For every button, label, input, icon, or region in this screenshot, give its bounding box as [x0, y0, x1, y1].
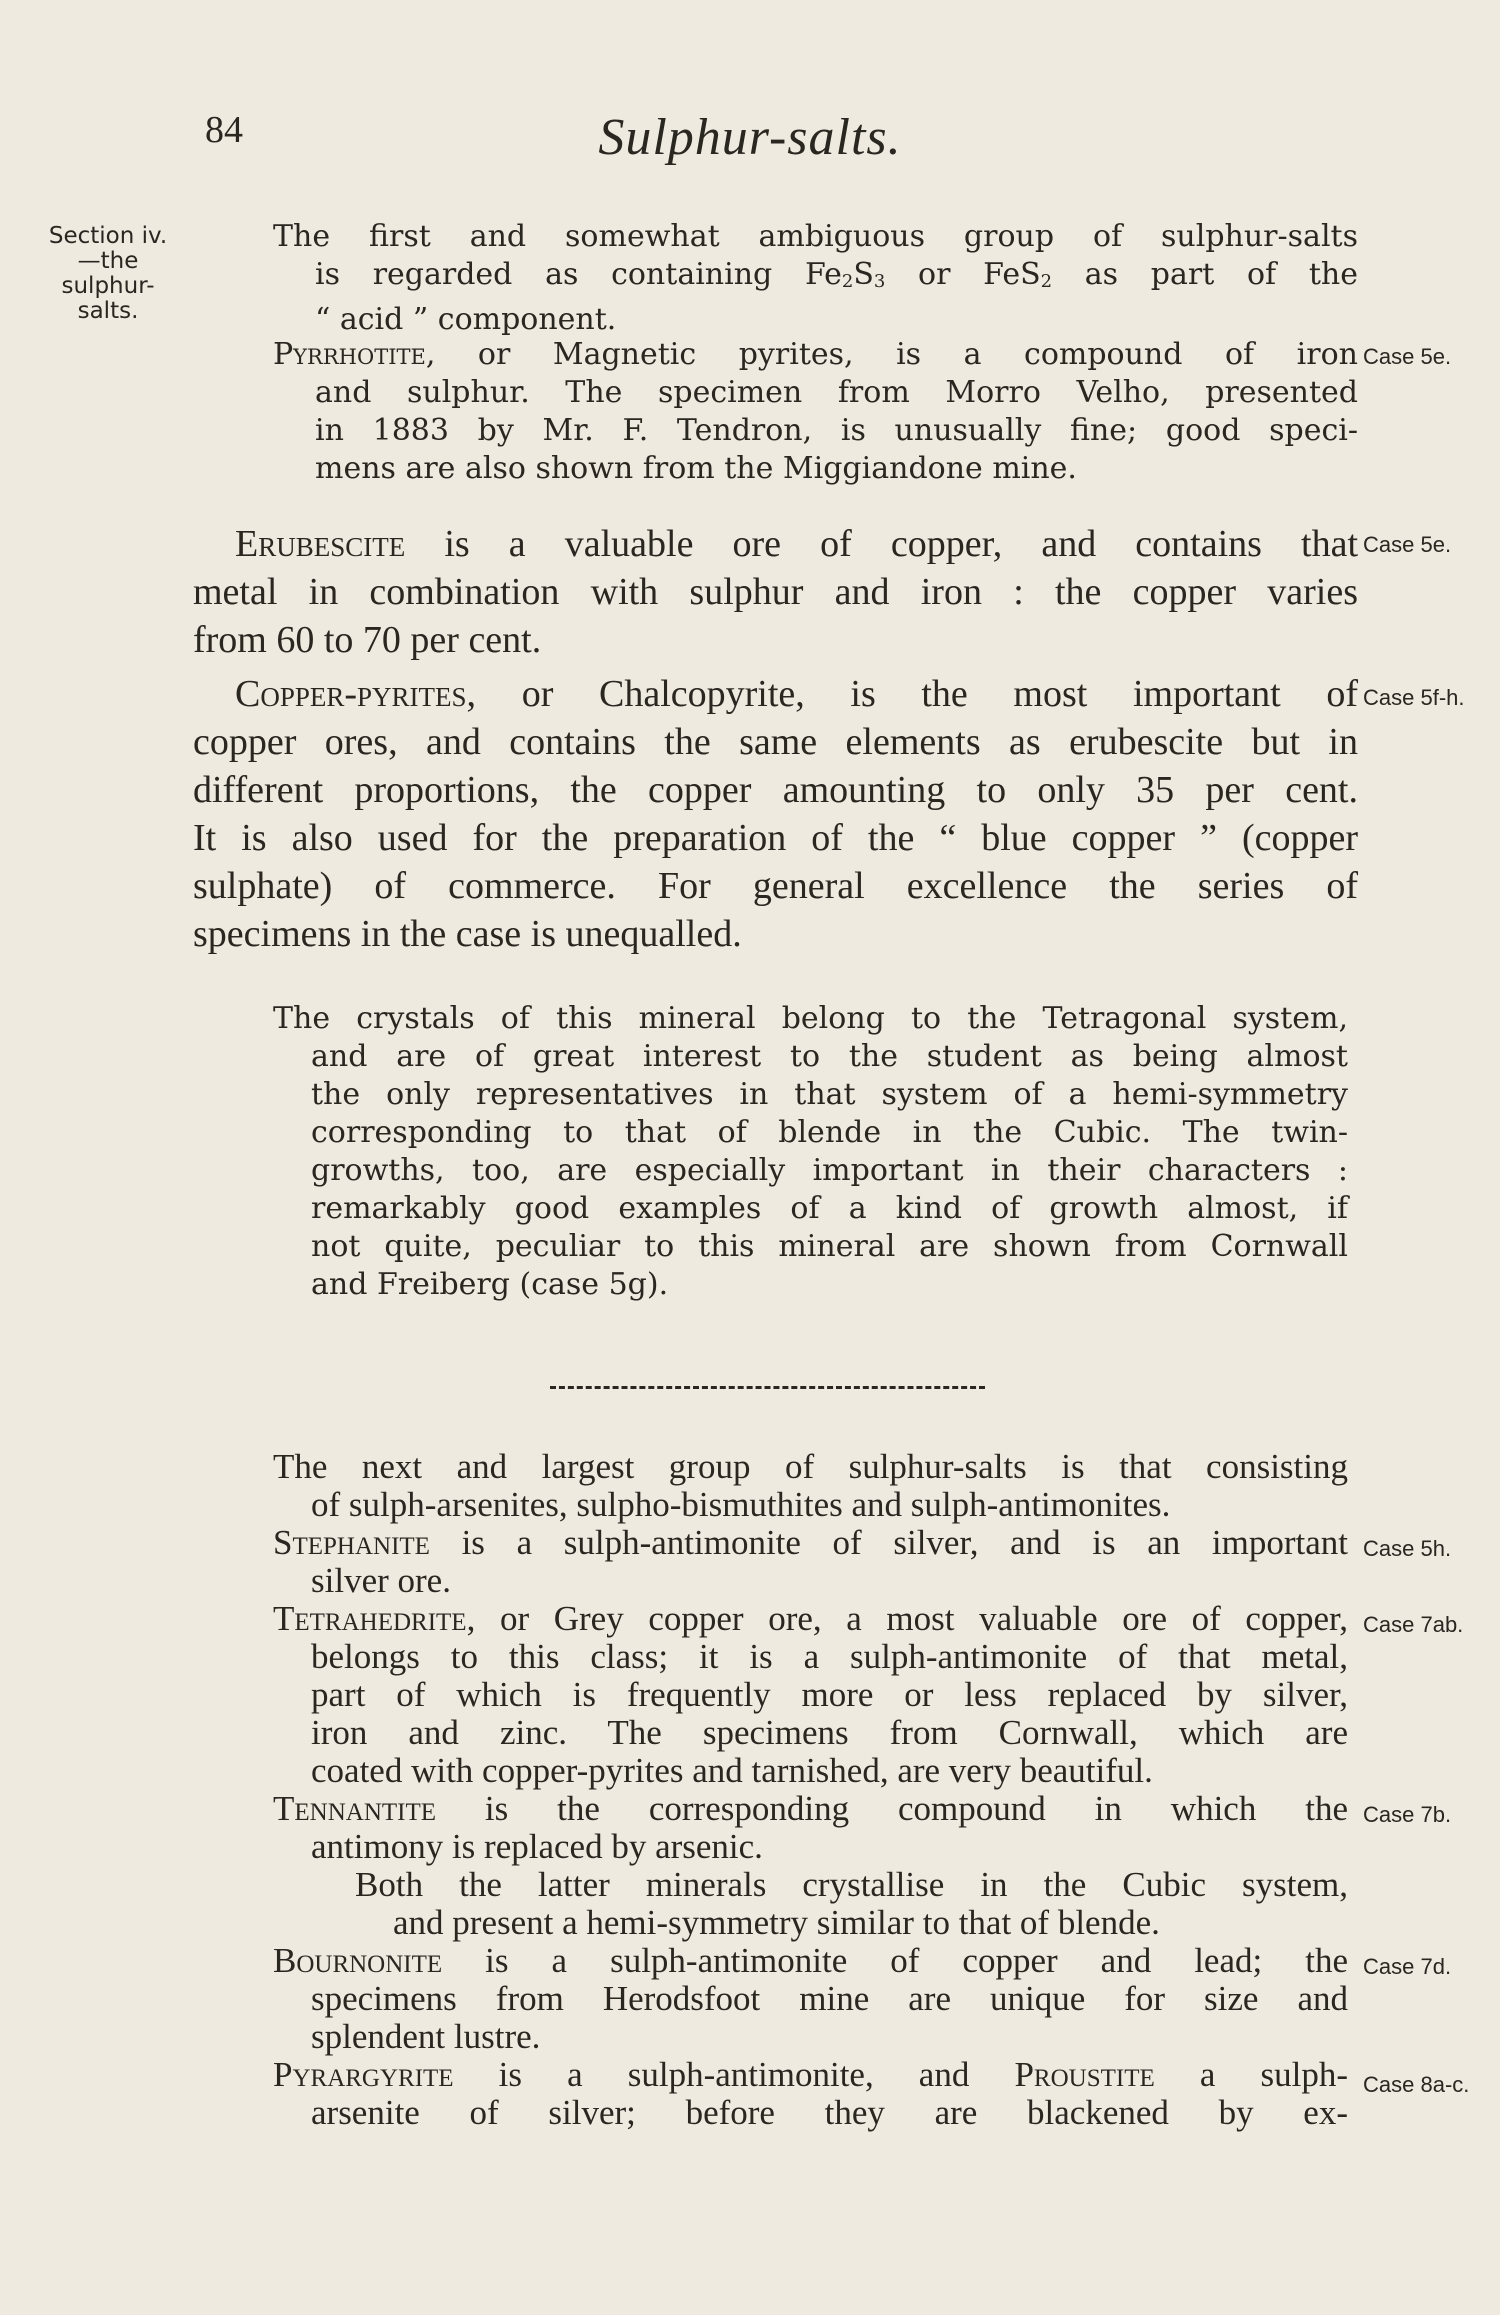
text-line: of sulph-arsenites, sulpho-bismuthites and sulph-antimonites. [311, 1485, 1171, 1524]
text-line [273, 256, 1358, 301]
text-line [273, 336, 1358, 374]
text-line [273, 1942, 1348, 1980]
text-line: iron and zinc. The specimens from Cornwall, which are [311, 1713, 1348, 1752]
text-line [193, 520, 1358, 568]
text-line: and sulphur. The specimen from Morro Velho, presented [315, 375, 1358, 410]
text-line: copper ores, and contains the same elements as erubescite but in [193, 721, 1358, 763]
paragraph-sulphur-group [273, 218, 1358, 339]
mineral-name: Bournonite [273, 1941, 443, 1980]
text-line: in 1883 by Mr. F. Tendron, is unusually fine; good speci- [315, 413, 1358, 448]
mineral-name: Pyrrhotite, [273, 337, 436, 372]
text-fragment: S [853, 257, 874, 292]
text-fragment: is a sulph-antimonite of copper and lead; the [442, 1941, 1348, 1980]
text-line: belongs to this class; it is a sulph-antimonite of that metal, [311, 1637, 1348, 1676]
section-sidenote [28, 224, 188, 324]
case-label: Case 7d. [1363, 1954, 1452, 1979]
mineral-name: Stephanite [273, 1523, 430, 1562]
text-fragment: as part of the [1052, 257, 1358, 292]
paragraph-largest-group [273, 1448, 1348, 1524]
paragraph-pyrrhotite [273, 336, 1358, 488]
paragraph-erubescite [193, 520, 1358, 664]
subscript: 3 [873, 271, 886, 292]
page-number: 84 [205, 109, 243, 151]
text-line [273, 1790, 1348, 1828]
text-fragment: is a valuable ore of copper, and contains that [405, 523, 1358, 565]
text-line: silver ore. [311, 1561, 451, 1600]
mineral-name: Pyrargyrite [273, 2055, 454, 2094]
text-fragment: is the corresponding compound in which the [436, 1789, 1348, 1828]
text-line: part of which is frequently more or less replaced by silver, [311, 1675, 1348, 1714]
text-line: the only representatives in that system of a hemi-symmetry [311, 1077, 1348, 1112]
text-line: splendent lustre. [311, 2017, 541, 2056]
mineral-name: Erubescite [235, 523, 406, 565]
text-line: not quite, peculiar to this mineral are shown from Cornwall [311, 1229, 1348, 1264]
paragraph-tetrahedrite [273, 1600, 1348, 1790]
paragraph-stephanite [273, 1524, 1348, 1600]
case-label: Case 7b. [1363, 1802, 1452, 1827]
section-divider [550, 1386, 985, 1389]
text-line: coated with copper-pyrites and tarnished, are very beautiful. [311, 1751, 1153, 1790]
mineral-name: Tetrahedrite, [273, 1599, 476, 1638]
mineral-name: Tennantite [273, 1789, 437, 1828]
case-label: Case 5e. [1363, 532, 1452, 557]
sidenote-line: salts. [77, 298, 139, 324]
paragraph-cubic [273, 1866, 1348, 1942]
text-line: sulphate) of commerce. For general excellence the series of [193, 865, 1358, 907]
case-label: Case 5h. [1363, 1536, 1452, 1561]
sidenote-line: —the [77, 248, 139, 274]
text-line: It is also used for the preparation of the “ blue copper ” (copper [193, 817, 1358, 859]
text-line: and present a hemi-symmetry similar to that of blende. [393, 1903, 1160, 1942]
case-label: Case 7ab. [1363, 1612, 1464, 1637]
text-fragment: or Grey copper ore, a most valuable ore of copper, [475, 1599, 1348, 1638]
text-line: specimens in the case is unequalled. [193, 913, 742, 955]
text-line: from 60 to 70 per cent. [193, 619, 542, 661]
text-line: The first and somewhat ambiguous group of sulphur-salts [273, 219, 1358, 254]
text-line: Both the latter minerals crystallise in the Cubic system, [355, 1865, 1348, 1904]
text-line: The next and largest group of sulphur-salts is that consisting [273, 1447, 1348, 1486]
subscript: 2 [841, 271, 854, 292]
text-line [273, 1600, 1348, 1638]
sidenote-line: sulphur- [61, 273, 155, 299]
text-fragment: or Magnetic pyrites, is a compound of iron [435, 337, 1358, 372]
text-line: corresponding to that of blende in the Cubic. The twin- [311, 1115, 1348, 1150]
text-line [273, 2056, 1348, 2094]
text-fragment: is regarded as containing Fe [315, 257, 842, 292]
text-line: growths, too, are especially important in their characters : [311, 1153, 1348, 1188]
text-line: different proportions, the copper amounting to only 35 per cent. [193, 769, 1358, 811]
paragraph-crystals [273, 1000, 1348, 1304]
paragraph-pyrargyrite [273, 2056, 1348, 2132]
text-line: mens are also shown from the Miggiandone mine. [315, 451, 1077, 486]
case-label: Case 5e. [1363, 344, 1452, 369]
text-line: “ acid ” component. [315, 302, 617, 337]
text-fragment: or Chalcopyrite, is the most important of [476, 673, 1358, 715]
text-line: The crystals of this mineral belong to the Tetragonal system, [273, 1001, 1348, 1036]
text-fragment: is a sulph-antimonite, and [453, 2055, 1015, 2094]
text-line [193, 670, 1358, 718]
sidenote-line: Section iv. [48, 223, 168, 249]
page-title: Sulphur-salts. [598, 109, 902, 166]
case-label: Case 5f-h. [1363, 685, 1465, 710]
text-line: and are of great interest to the student as being almost [311, 1039, 1348, 1074]
text-fragment: is a sulph-antimonite of silver, and is an important [429, 1523, 1348, 1562]
paragraph-bournonite [273, 1942, 1348, 2056]
mineral-name: Copper-pyrites, [235, 673, 477, 715]
text-fragment: a sulph- [1154, 2055, 1348, 2094]
subscript: 2 [1040, 271, 1053, 292]
text-line: and Freiberg (case 5g). [311, 1267, 669, 1302]
text-line: metal in combination with sulphur and iron : the copper varies [193, 571, 1358, 613]
text-line: antimony is replaced by arsenic. [311, 1827, 763, 1866]
mineral-name: Proustite [1014, 2055, 1155, 2094]
paragraph-copper-pyrites [193, 670, 1358, 958]
case-label: Case 8a-c. [1363, 2072, 1470, 2097]
text-line: arsenite of silver; before they are blackened by ex- [311, 2093, 1348, 2132]
text-line: specimens from Herodsfoot mine are unique for size and [311, 1979, 1348, 2018]
text-line [273, 1524, 1348, 1562]
text-fragment: or FeS [885, 257, 1041, 292]
paragraph-tennantite [273, 1790, 1348, 1866]
text-line: remarkably good examples of a kind of growth almost, if [311, 1191, 1348, 1226]
